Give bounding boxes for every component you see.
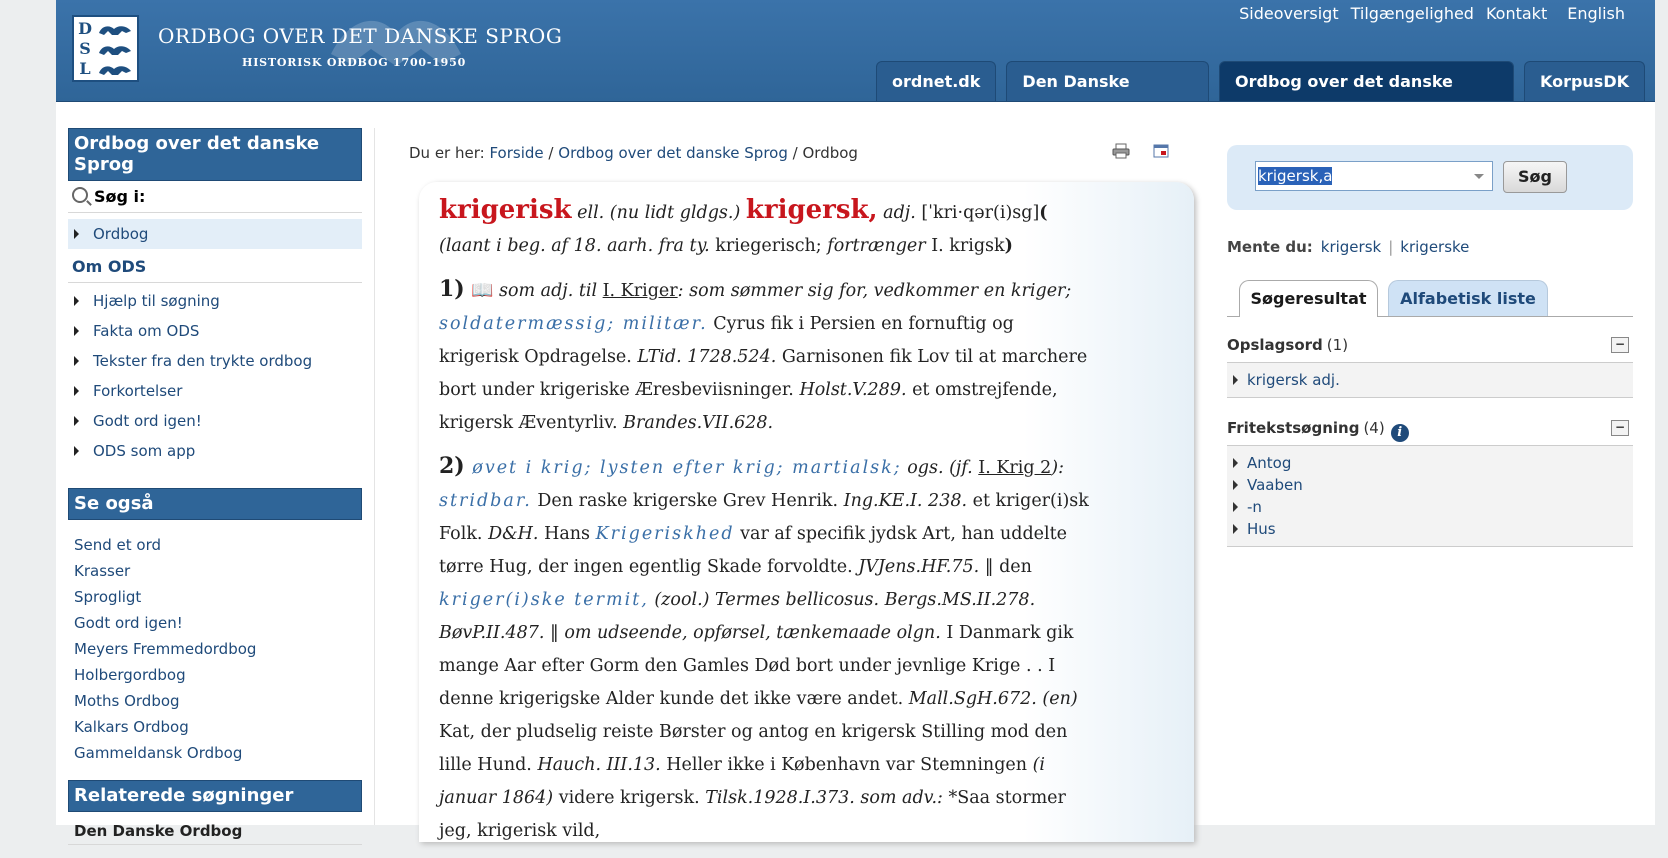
opslagsord-list [1227, 363, 1633, 398]
sidebar-heading: Ordbog over det danske Sprog [68, 128, 362, 181]
triangle-right-icon [74, 296, 79, 306]
dropdown-arrow-icon[interactable] [1474, 174, 1484, 179]
logo-letters: D S L [78, 19, 92, 78]
related-den-danske-ordbog[interactable]: Den Danske Ordbog [68, 818, 362, 845]
result-hus[interactable]: Hus [1227, 518, 1633, 540]
link-tilgaengelighed[interactable]: Tilgængelighed [1350, 4, 1474, 23]
sense-2: 2) øvet i krig; lysten efter krig; martialsk; ogs. (jf. I. Krig 2): stridbar. Den raske krigerske Grev Henrik. Ing.KE.I. 238. et kriger(i)sk Folk. D&H. Hans Krigeriskhed var af specifik jydsk Art, han uddelte tørre Hug, der ingen egentlig Skade forvoldte. JVJens.HF.75. ‖ den kriger(i)ske termit, (zool.) Termes bellicosus. Bergs.MS.II.278. BøvP.II.487. ‖ om udseende, opførsel, tænkemaade olgn. I Danmark gik mange Aar efter Gorm den Gamles Død bort under jevnlige Krige . . I denne krigerigske Alder kunde det ikke være andet. Mall.SgH.672. (en) Kat, der pludselig reiste Børster og antog en krigersk Stilling mod den lille Hund. Hauch. III.13. Heller ikke i København var Stemningen (i januar 1864) videre krigersk. Tilsk.1928.I.373. som adv.: *Saa stormer jeg, krigerisk vild, [439, 453, 1089, 841]
link-godt-ord-igen[interactable]: Godt ord igen! [74, 614, 183, 632]
link-gammeldansk[interactable]: Gammeldansk Ordbog [74, 744, 243, 762]
tab-ods[interactable]: Ordbog over det danske Sprog [1219, 61, 1514, 101]
info-icon[interactable]: i [1391, 424, 1409, 442]
sidebar-item-app[interactable]: ODS som app [68, 436, 362, 466]
link-english[interactable]: English [1567, 4, 1625, 23]
search-icon [72, 187, 88, 203]
suggestion-krigersk[interactable]: krigersk [1320, 238, 1382, 256]
opslagsord-header: Opslagsord (1) − [1227, 328, 1633, 363]
site-tabs [876, 61, 1655, 131]
link-send-et-ord[interactable]: Send et ord [74, 536, 162, 554]
triangle-right-icon [74, 229, 79, 239]
link-sprogligt[interactable]: Sprogligt [74, 588, 142, 606]
result-vaaben[interactable]: Vaaben [1227, 474, 1633, 496]
triangle-right-icon [74, 386, 79, 396]
link-kalkars[interactable]: Kalkars Ordbog [74, 718, 189, 736]
result-krigersk-adj[interactable]: krigersk adj. [1227, 369, 1633, 391]
breadcrumb: Du er her: Forside / Ordbog over det danske Sprog / Ordbog [409, 144, 858, 162]
link-kontakt[interactable]: Kontakt [1485, 4, 1548, 23]
sidebar-item-ordbog[interactable]: Ordbog [68, 219, 362, 249]
site-header [56, 0, 1655, 131]
result-tabs [1227, 280, 1633, 317]
column-divider [374, 128, 375, 825]
om-ods-heading[interactable]: Om ODS [68, 249, 362, 283]
se-ogsaa-list [68, 520, 362, 766]
tab-alfabetisk-liste[interactable]: Alfabetisk liste [1388, 280, 1548, 316]
lions-icon [96, 21, 134, 81]
book-icon: 📖 [464, 280, 494, 301]
link-krasser[interactable]: Krasser [74, 562, 131, 580]
triangle-right-icon [74, 446, 79, 456]
result-antog[interactable]: Antog [1227, 452, 1633, 474]
sidebar-item-godt-ord[interactable]: Godt ord igen! [68, 406, 362, 436]
sense-1: 1) 📖 som adj. til I. Kriger: som sømmer sig for, vedkommer en kriger; soldatermæssig; militær. Cyrus fik i Persien en fornuftig og krigerisk Opdragelse. LTid. 1728.524. Garnisonen fik Lov til at marchere bort under krigeriske Æresbeviisninger. Holst.V.289. et omstrejfende, krigersk Æventyrliv. Brandes.VII.628. [439, 276, 1088, 433]
link-i-krig-2[interactable]: I. Krig 2 [978, 458, 1052, 478]
dsl-logo[interactable] [72, 15, 139, 82]
breadcrumb-ods[interactable]: Ordbog over det danske Sprog [558, 144, 788, 162]
sidebar-item-forkortelser[interactable]: Forkortelser [68, 376, 362, 406]
site-title[interactable]: ORDBOG OVER DET DANSKE SPROG [158, 24, 563, 48]
breadcrumb-current: Ordbog [802, 144, 858, 162]
collapse-icon[interactable]: − [1611, 337, 1629, 353]
triangle-right-icon [74, 326, 79, 336]
search-panel [1227, 145, 1633, 210]
lemma-krigersk: krigersk, [745, 195, 878, 225]
collapse-icon[interactable]: − [1611, 420, 1629, 436]
link-sideoversigt[interactable]: Sideoversigt [1239, 4, 1339, 23]
left-sidebar [68, 128, 362, 845]
triangle-right-icon [74, 416, 79, 426]
suggestion-krigerske[interactable]: krigerske [1400, 238, 1470, 256]
fritekst-header: Fritekstsøgning (4) i − [1227, 411, 1633, 446]
sidebar-item-hjaelp[interactable]: Hjælp til søgning [68, 286, 362, 316]
entry-text [439, 194, 1099, 858]
link-holbergordbog[interactable]: Holbergordbog [74, 666, 186, 684]
tab-den-danske-ordbog[interactable]: Den Danske Ordbog [1006, 61, 1209, 101]
fritekst-list [1227, 446, 1633, 547]
search-in-label: Søg i: [68, 181, 362, 213]
search-input[interactable]: krigersk,a [1255, 161, 1493, 191]
pronunciation: [ˈkri·qər(i)sg] [921, 203, 1040, 223]
link-i-kriger[interactable]: I. Kriger [602, 281, 678, 301]
sidebar-item-fakta[interactable]: Fakta om ODS [68, 316, 362, 346]
link-moths[interactable]: Moths Ordbog [74, 692, 180, 710]
breadcrumb-forside[interactable]: Forside [489, 144, 544, 162]
link-meyers[interactable]: Meyers Fremmedordbog [74, 640, 257, 658]
relaterede-heading: Relaterede søgninger [68, 780, 362, 812]
fritekst-section [1227, 411, 1633, 547]
site-subtitle: HISTORISK ORDBOG 1700-1950 [242, 56, 467, 69]
expand-icon[interactable] [1153, 144, 1169, 158]
opslagsord-section [1227, 328, 1633, 398]
dictionary-entry [419, 182, 1194, 842]
search-button[interactable]: Søg [1503, 161, 1567, 193]
tab-korpusdk[interactable]: KorpusDK [1524, 61, 1645, 101]
tab-soegeresultat[interactable]: Søgeresultat [1239, 280, 1378, 317]
top-links [1239, 4, 1625, 23]
result-n[interactable]: -n [1227, 496, 1633, 518]
did-you-mean: Mente du: krigersk | krigerske [1227, 238, 1470, 256]
print-icon[interactable] [1112, 143, 1130, 159]
se-ogsaa-heading: Se også [68, 488, 362, 520]
tab-ordnet[interactable]: ordnet.dk [876, 61, 996, 101]
breadcrumb-prefix: Du er her: [409, 144, 485, 162]
triangle-right-icon [74, 356, 79, 366]
lemma-krigerisk: krigerisk [439, 195, 572, 225]
entry-headword-line: krigerisk ell. (nu lidt gldgs.) krigersk, adj. [ˈkri·qər(i)sg]( (laant i beg. af 18. aarh. fra ty. kriegerisch; fortrænger I. krigsk) [439, 195, 1048, 256]
sidebar-item-tekster[interactable]: Tekster fra den trykte ordbog [68, 346, 362, 376]
page [56, 0, 1655, 841]
